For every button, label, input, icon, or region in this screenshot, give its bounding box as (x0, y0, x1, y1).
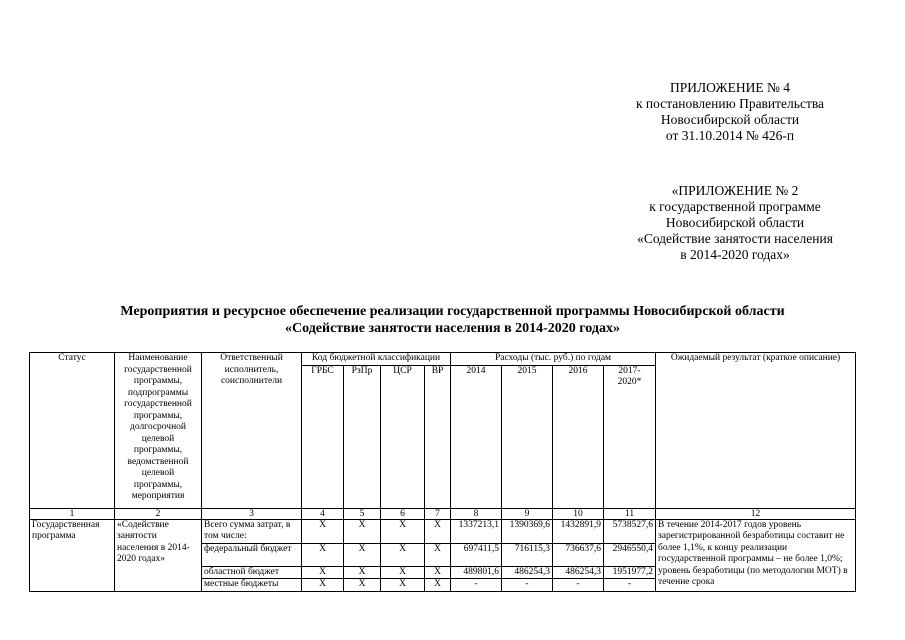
row-executor: федеральный бюджет (202, 543, 302, 566)
header-2015: 2015 (502, 365, 553, 508)
row-2016: 736637,6 (553, 543, 604, 566)
header-executor: Ответственный исполнитель, соисполнители (202, 353, 302, 509)
row-rzpr: Х (344, 579, 381, 592)
row-2015: - (502, 579, 553, 592)
column-number: 12 (656, 508, 856, 519)
table-row (30, 519, 856, 543)
row-executor: Всего сумма затрат, в том числе: (202, 519, 302, 543)
row-grbs: Х (302, 566, 344, 579)
title-line-1: Мероприятия и ресурсное обеспечение реализации государственной программы Новосибирской области (120, 304, 785, 319)
row-2014: 697411,5 (451, 543, 502, 566)
header-rzpr: РзПр (344, 365, 381, 508)
column-number: 10 (553, 508, 604, 519)
column-number: 6 (381, 508, 425, 519)
appendix-2-line: «Содействие занятости населения (637, 231, 833, 246)
row-executor: областной бюджет (202, 566, 302, 579)
appendix-4-line: к постановлению Правительства (635, 96, 825, 111)
header-result: Ожидаемый результат (краткое описание) (656, 353, 856, 509)
document-title (30, 303, 875, 337)
column-number: 5 (344, 508, 381, 519)
column-number: 7 (425, 508, 451, 519)
row-vr: Х (425, 543, 451, 566)
column-number: 9 (502, 508, 553, 519)
row-2014: 489801,6 (451, 566, 502, 579)
row-csr: Х (381, 566, 425, 579)
row-vr: Х (425, 519, 451, 543)
appendix-2-line: к государственной программе (649, 199, 821, 214)
row-2016: 1432891,9 (553, 519, 604, 543)
program-status: Государственная программа (30, 519, 115, 591)
header-grbs: ГРБС (302, 365, 344, 508)
row-2015: 716115,3 (502, 543, 553, 566)
row-2017-2020: 2946550,4 (604, 543, 656, 566)
header-vr: ВР (425, 365, 451, 508)
header-expenses: Расходы (тыс. руб.) по годам (451, 353, 656, 366)
header-status: Статус (30, 353, 115, 509)
row-executor: местные бюджеты (202, 579, 302, 592)
row-csr: Х (381, 579, 425, 592)
appendix-4-line: от 31.10.2014 № 426-п (665, 128, 795, 143)
row-csr: Х (381, 519, 425, 543)
row-2017-2020: - (604, 579, 656, 592)
column-number-row (30, 508, 856, 519)
header-2016: 2016 (553, 365, 604, 508)
column-number: 3 (202, 508, 302, 519)
program-expected-result: В течение 2014-2017 годов уровень зарегистрированной безработицы составит не более 1,1%, к концу реализации государственной программы – не более 1,0%; уровень безработицы (по методологии МОТ) в течение срока (656, 519, 856, 591)
row-2017-2020: 1951977,2 (604, 566, 656, 579)
row-2016: - (553, 579, 604, 592)
column-number: 1 (30, 508, 115, 519)
column-number: 2 (115, 508, 202, 519)
row-grbs: Х (302, 543, 344, 566)
header-2014: 2014 (451, 365, 502, 508)
appendix-4-header (600, 80, 860, 144)
appendix-2-line: Новосибирской области (665, 215, 805, 230)
row-rzpr: Х (344, 519, 381, 543)
row-csr: Х (381, 543, 425, 566)
appendix-2-line: «ПРИЛОЖЕНИЕ № 2 (671, 183, 799, 198)
header-csr: ЦСР (381, 365, 425, 508)
row-rzpr: Х (344, 566, 381, 579)
row-rzpr: Х (344, 543, 381, 566)
header-budget-code: Код бюджетной классификации (302, 353, 451, 366)
appendix-4-line: Новосибирской области (660, 112, 800, 127)
column-number: 4 (302, 508, 344, 519)
program-name: «Содействие занятости населения в 2014-2020 годах» (115, 519, 202, 591)
row-2015: 486254,3 (502, 566, 553, 579)
appendix-2-line: в 2014-2020 годах» (680, 247, 790, 262)
title-line-2: «Содействие занятости населения в 2014-2020 годах» (285, 321, 620, 336)
header-row-1 (30, 353, 856, 366)
row-grbs: Х (302, 579, 344, 592)
measures-table (29, 352, 856, 592)
row-2017-2020: 5738527,6 (604, 519, 656, 543)
row-vr: Х (425, 579, 451, 592)
row-2016: 486254,3 (553, 566, 604, 579)
row-2014: 1337213,1 (451, 519, 502, 543)
appendix-2-header (600, 183, 870, 263)
row-vr: Х (425, 566, 451, 579)
row-2015: 1390369,6 (502, 519, 553, 543)
column-number: 11 (604, 508, 656, 519)
appendix-4-line: ПРИЛОЖЕНИЕ № 4 (669, 80, 791, 95)
row-2014: - (451, 579, 502, 592)
header-2017-2020: 2017- 2020* (604, 365, 656, 508)
column-number: 8 (451, 508, 502, 519)
row-grbs: Х (302, 519, 344, 543)
header-name: Наименование государственной программы, подпрограммы государственной программы, долгосрочной целевой программы, ведомственной целевой программы, мероприятия (115, 353, 202, 509)
